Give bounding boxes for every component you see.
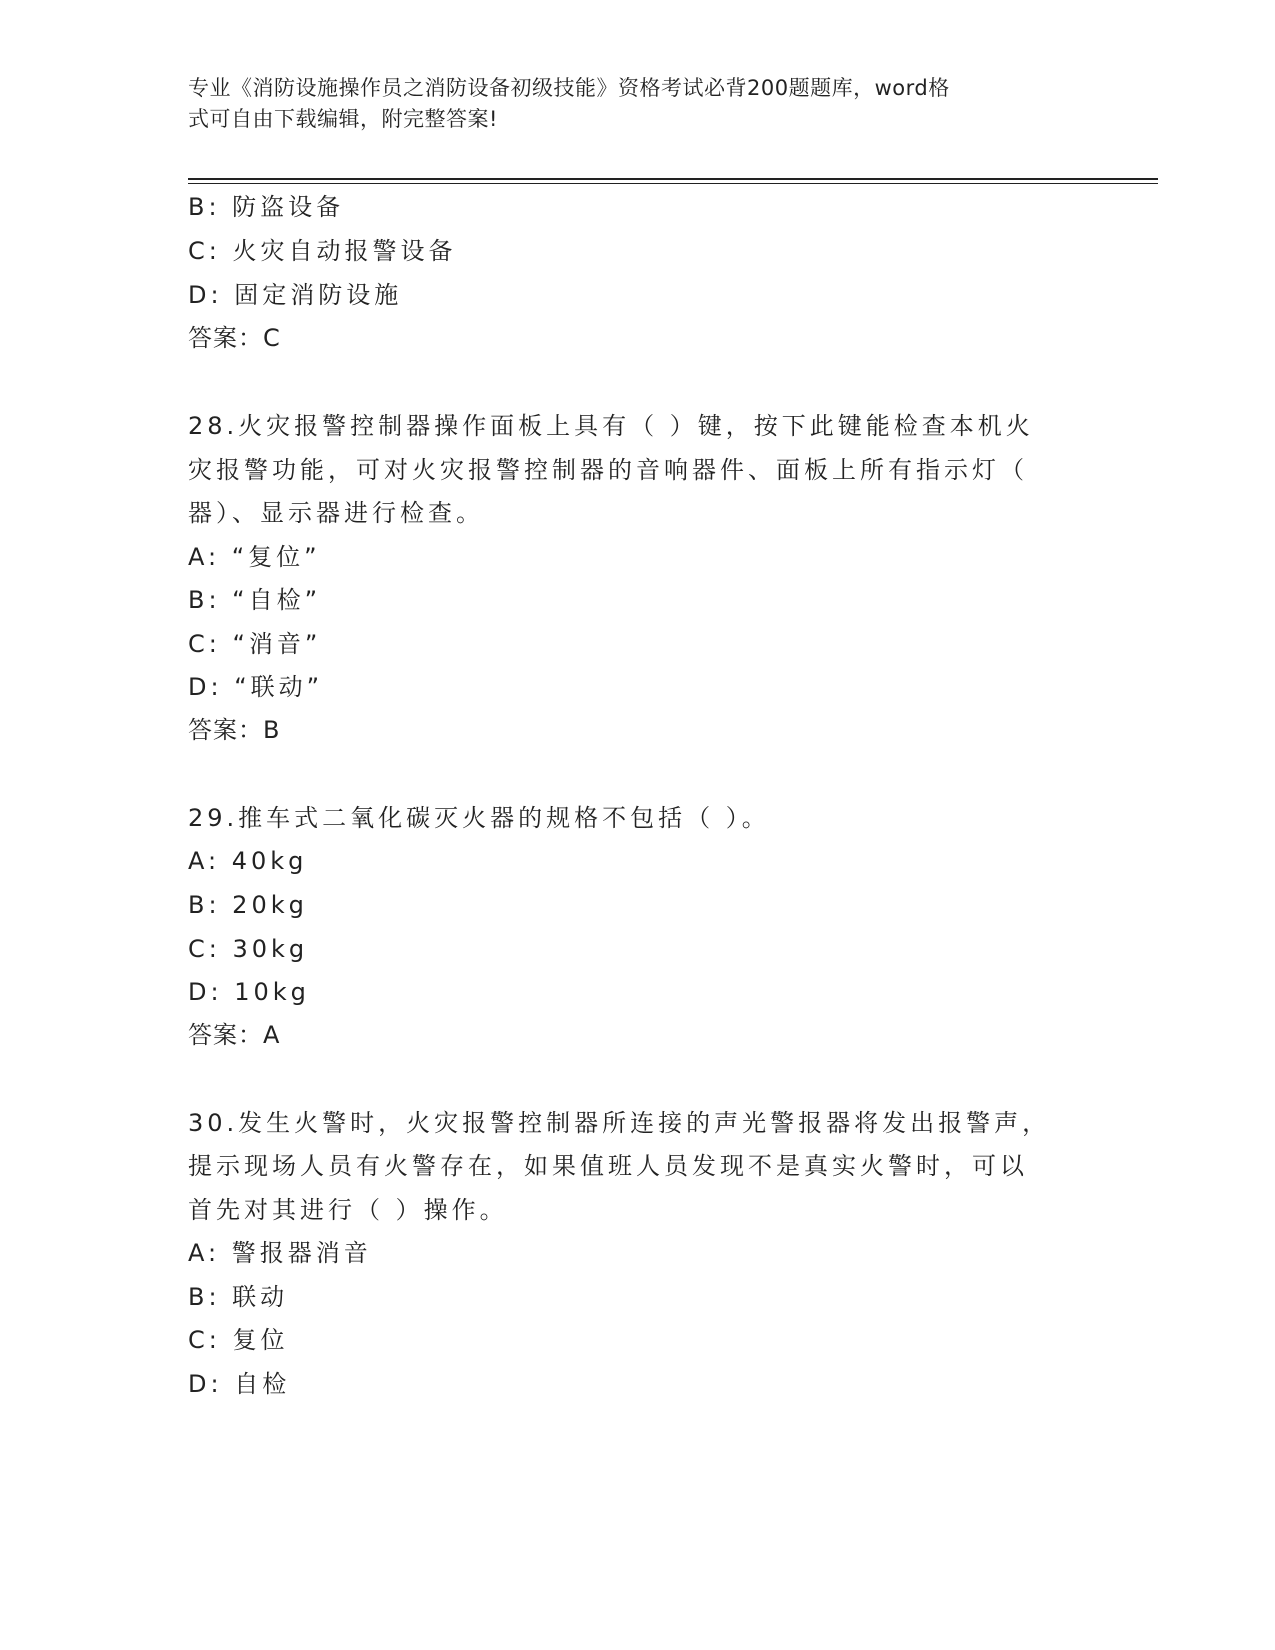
q30-option-b: B: 联动 [188, 1283, 289, 1311]
q30-stem-line-2: 提示现场人员有火警存在，如果值班人员发现不是真实火警时，可以 [188, 1152, 1028, 1180]
prev-answer: 答案：C [188, 324, 281, 352]
q30-option-a: A: 警报器消音 [188, 1239, 372, 1267]
header-divider-thin [188, 183, 1158, 184]
q29-stem-line-1: 29.推车式二氧化碳灭火器的规格不包括（ ）。 [188, 804, 770, 832]
document-title-line-1: 专业《消防设施操作员之消防设备初级技能》资格考试必背200题题库，word格 [188, 76, 950, 100]
q28-answer: 答案：B [188, 716, 281, 744]
q28-stem-line-1: 28.火灾报警控制器操作面板上具有（ ）键，按下此键能检查本机火 [188, 412, 1034, 440]
prev-option-c: C: 火灾自动报警设备 [188, 237, 457, 265]
q29-option-b: B: 20kg [188, 891, 308, 919]
q28-option-d: D: “联动” [188, 673, 324, 701]
q29-answer: 答案：A [188, 1021, 281, 1049]
document-title-line-2: 式可自由下载编辑，附完整答案! [188, 107, 498, 131]
q30-stem-line-3: 首先对其进行（ ）操作。 [188, 1196, 508, 1224]
q28-stem-line-2: 灾报警功能，可对火灾报警控制器的音响器件、面板上所有指示灯（ [188, 456, 1028, 484]
prev-option-d: D: 固定消防设施 [188, 281, 403, 309]
q28-option-b: B: “自检” [188, 586, 322, 614]
q30-stem-line-1: 30.发生火警时，火灾报警控制器所连接的声光警报器将发出报警声， [188, 1109, 1051, 1137]
q28-option-c: C: “消音” [188, 630, 322, 658]
q28-stem-line-3: 器）、显示器进行检查。 [188, 499, 484, 527]
q28-option-a: A: “复位” [188, 543, 321, 571]
header-divider-thick [188, 178, 1158, 180]
q29-option-a: A: 40kg [188, 847, 308, 875]
q30-option-d: D: 自检 [188, 1370, 291, 1398]
prev-option-b: B: 防盗设备 [188, 193, 345, 221]
q30-option-c: C: 复位 [188, 1326, 289, 1354]
q29-option-d: D: 10kg [188, 978, 310, 1006]
q29-option-c: C: 30kg [188, 935, 309, 963]
